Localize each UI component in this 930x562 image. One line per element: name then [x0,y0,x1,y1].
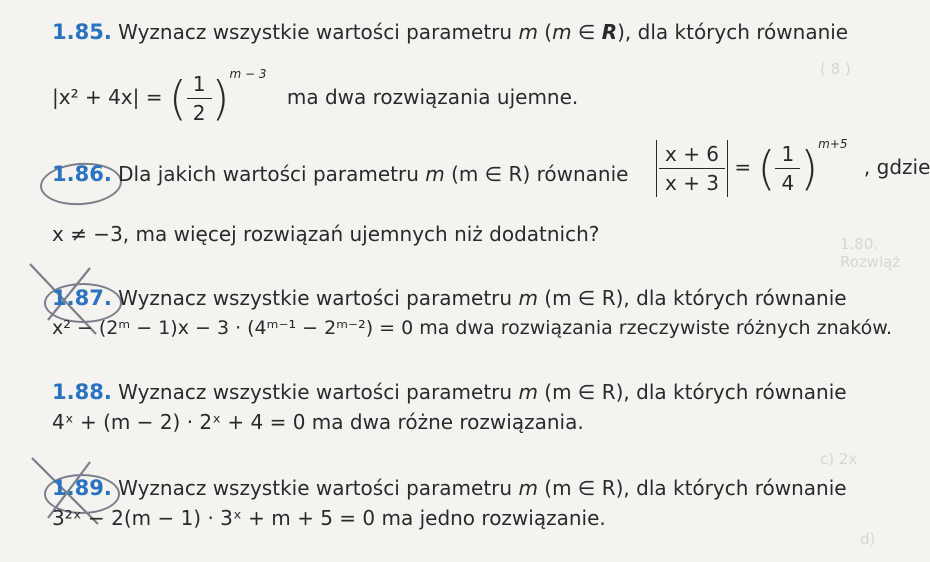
exponent: m − 3 [229,67,267,81]
after-text: , gdzie [863,155,930,179]
fraction [187,70,212,127]
frac-bot: 4 [781,171,795,195]
problem-line2: 4ˣ + (m − 2) · 2ˣ + 4 = 0 ma dwa różne rozwiązania. [52,410,584,434]
fraction [775,140,800,197]
in-symbol: ∈ [577,20,596,44]
param: m [425,162,445,186]
problem-tail: dla których równanie [636,476,847,500]
problem-line2: x ≠ −3, ma więcej rozwiązań ujemnych niż dodatnich? [52,222,600,246]
paren-close: ) [800,141,819,196]
problem-line2: ma dwa rozwiązania ujemne. [286,85,579,109]
exponent: m+5 [818,137,848,151]
problem-number: 1.86. [52,162,112,186]
problem-text: Wyznacz wszystkie wartości parametru [118,476,513,500]
problem-tail: dla których równanie [636,286,847,310]
paren-close: ) [211,71,230,126]
domain: (m ∈ R), [544,476,630,500]
param: m [518,476,538,500]
param: m [518,20,538,44]
abs-bot: x + 3 [665,171,720,195]
paren-open: ( [757,141,776,196]
problem-text: Dla jakich wartości parametru [118,162,419,186]
abs-top: x + 6 [659,140,725,169]
problem-number: 1.89. [52,476,112,500]
problem-text: Wyznacz wszystkie wartości parametru [118,286,513,310]
domain-close: ), [617,20,632,44]
domain: (m ∈ R) [451,162,531,186]
param: m [518,286,538,310]
domain-m: m [552,20,572,44]
domain: (m ∈ R), [544,286,630,310]
domain-open: ( [544,20,553,44]
problem-tail: dla których równanie [636,380,847,404]
param: m [518,380,538,404]
frac-bot: 2 [192,101,206,125]
problem-line2: 3²ˣ − 2(m − 1) · 3ˣ + m + 5 = 0 ma jedno rozwiązanie. [52,506,606,530]
absolute-fraction [656,140,728,197]
problem-text: Wyznacz wszystkie wartości parametru [118,20,513,44]
problem-tail: równanie [536,162,629,186]
problem-text: Wyznacz wszystkie wartości parametru [118,380,513,404]
frac-top: 1 [187,70,212,99]
equals: = [734,155,752,179]
paren-open: ( [168,71,187,126]
equation-lhs: |x² + 4x| = [52,85,163,109]
problem-line2: x² − (2ᵐ − 1)x − 3 · (4ᵐ⁻¹ − 2ᵐ⁻²) = 0 ma dwa rozwiązania rzeczywiste różnych znaków. [52,317,893,339]
problem-number: 1.87. [52,286,112,310]
problem-number: 1.88. [52,380,112,404]
problem-tail: dla których równanie [637,20,849,44]
frac-top: 1 [775,140,800,169]
domain: (m ∈ R), [544,380,630,404]
domain-r: R [601,20,618,44]
problem-number: 1.85. [52,20,112,44]
